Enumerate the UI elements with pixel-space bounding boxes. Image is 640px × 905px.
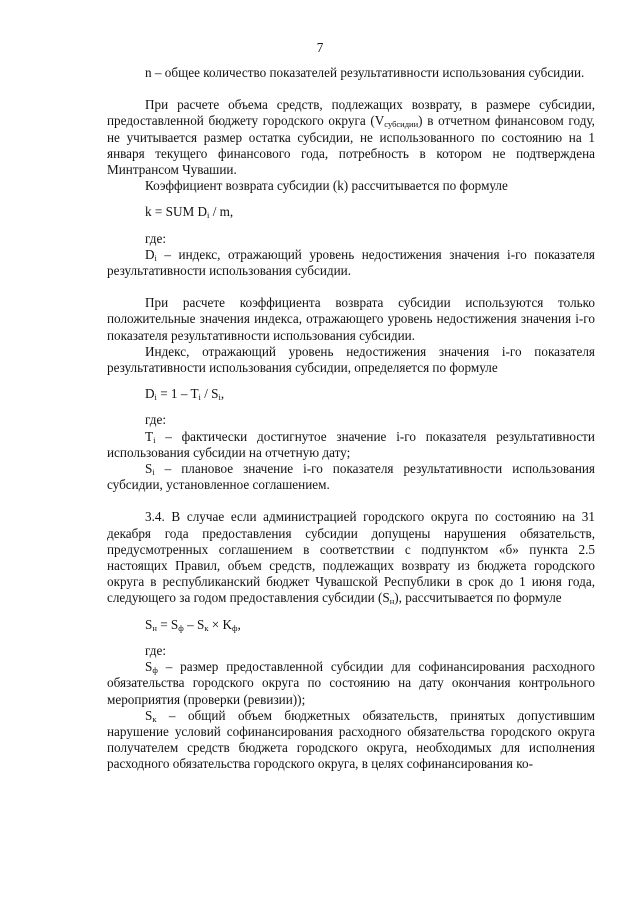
paragraph-index-intro: Индекс, отражающий уровень недостижения значения i-го показателя результативности использования субсидии, определяется по формуле (107, 343, 595, 376)
definition-s: $S_i$ – плановое значение i-го показателя результативности использования субсидии, установленное соглашением. (107, 461, 595, 493)
paragraph-refund-volume: При расчете объема средств, подлежащих возврату, в размере субсидии, предоставленной бюджету городского округа $(V_{субсидии})$ в отчетном финансовом году, не учитывается размер остатка субсидии, не использованного по состоянию на 1 января текущего финансового года, потребность в котором не подтверждена Минтрансом Чувашии. (107, 97, 595, 178)
where-label: где: (145, 230, 166, 246)
formula-d: $D_i = 1 - T_i / S_i$, (145, 386, 225, 403)
where-label: где: (145, 642, 166, 658)
paragraph-n-definition: n – общее количество показателей результативности использования субсидии. (145, 65, 585, 80)
formula-s: $S_н = S_ф - S_к \times K_ф$, (145, 616, 241, 633)
paragraph-k-intro: Коэффициент возврата субсидии (k) рассчитывается по формуле (145, 178, 508, 194)
formula-k: k = SUM $D_i$ / m, (145, 204, 234, 221)
where-label: где: (145, 412, 166, 428)
definition-sk: $S_к$ – общий объем бюджетных обязательств, принятых допустившим нарушение условий софинансирования расходного обязательства городского округа получателем средств бюджета городского округа, необходимых для исполнения расходного обязательства городского округа, в целях софинансирования ко- (107, 707, 595, 772)
paragraph-positive-values: При расчете коэффициента возврата субсидии используются только положительные значения индекса, отражающего уровень недостижения значения i-го показателя результативности использования субсидии. (107, 295, 595, 343)
definition-sf: $S_ф$ – размер предоставленной субсидии для софинансирования расходного обязательства городского округа по состоянию на дату окончания контрольного мероприятия (проверки (ревизии)); (107, 659, 595, 707)
definition-d: $D_i$ – индекс, отражающий уровень недостижения значения i-го показателя результативности использования субсидии. (107, 246, 595, 279)
page-number: 7 (316, 40, 324, 55)
document-body (107, 65, 595, 773)
paragraph-3-4: 3.4. В случае если администрацией городского округа по состоянию на 31 декабря года предоставления субсидии допущены нарушения обязательств, предусмотренных соглашением в соответствии с подпунктом «б» пункта 2.5 настоящих Правил, объем средств, подлежащих возврату из бюджета городского округа в республиканский бюджет Чувашской Республики в срок до 1 июня года, следующего за годом предоставления субсидии $(S_н)$, рассчитывается по формуле (107, 509, 595, 607)
definition-t: $T_i$ – фактически достигнутое значение i-го показателя результативности использования субсидии на отчетную дату; (107, 428, 595, 460)
